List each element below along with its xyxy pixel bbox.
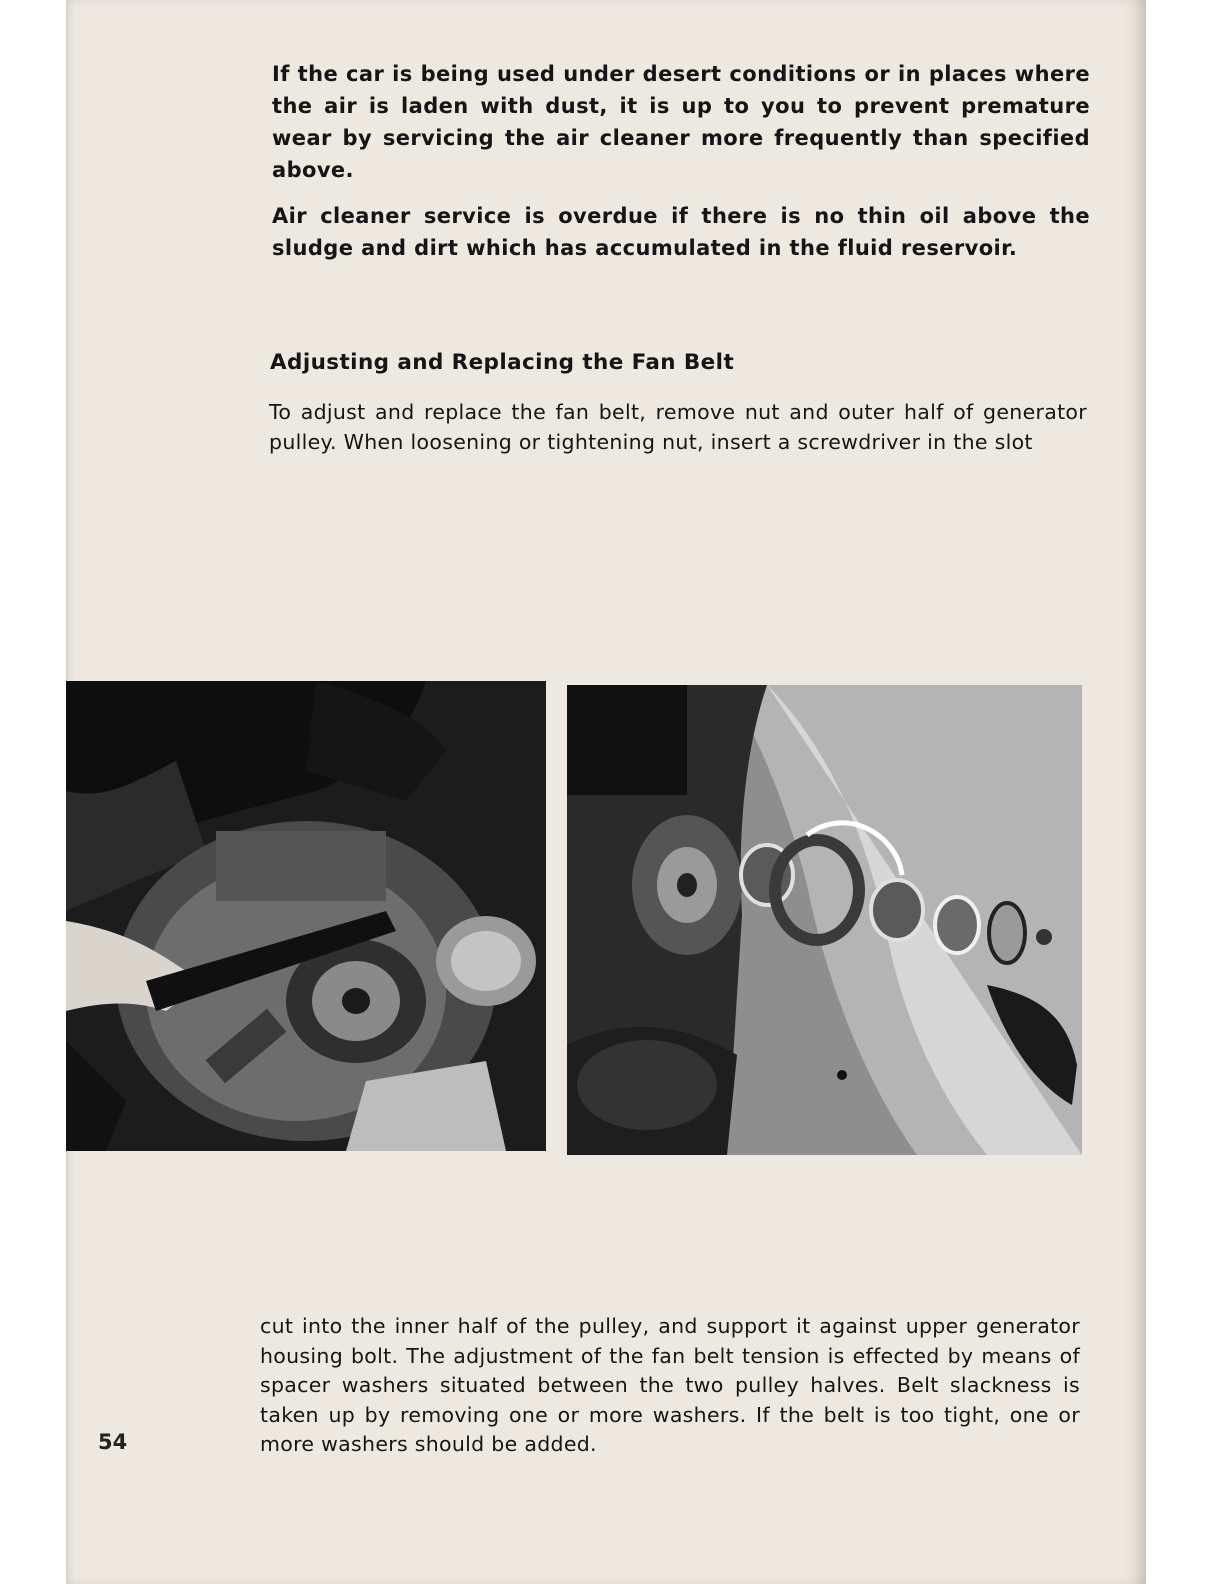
- paragraph-fan-belt-intro: To adjust and replace the fan belt, remove nut and outer half of generator pulley. When loosening or tightening nut, insert a screwdriver in the slot: [269, 400, 1087, 454]
- page-margin: [1146, 0, 1224, 1584]
- photo-pulley-exploded-view: [567, 685, 1082, 1155]
- section-heading: Adjusting and Replacing the Fan Belt: [270, 350, 735, 375]
- paragraph-desert-conditions: If the car is being used under desert conditions or in places where the air is laden with dust, it is up to you to prevent premature wear by servicing the air cleaner more frequently than specified above.: [272, 62, 1090, 182]
- paragraph-belt-tension: cut into the inner half of the pulley, and support it against upper generator housing bolt. The adjustment of the fan belt tension is effected by means of spacer washers situated between the two pulley halves. Belt slackness is taken up by removing one or more washers. If the belt is too tight, one or more washers should be added.: [260, 1314, 1080, 1456]
- photo-loosening-pulley-nut: [66, 681, 546, 1151]
- page-number: 54: [98, 1430, 128, 1454]
- paragraph-air-cleaner-overdue: Air cleaner service is overdue if there is no thin oil above the sludge and dirt which has accumulated in the fluid reservoir.: [272, 204, 1090, 260]
